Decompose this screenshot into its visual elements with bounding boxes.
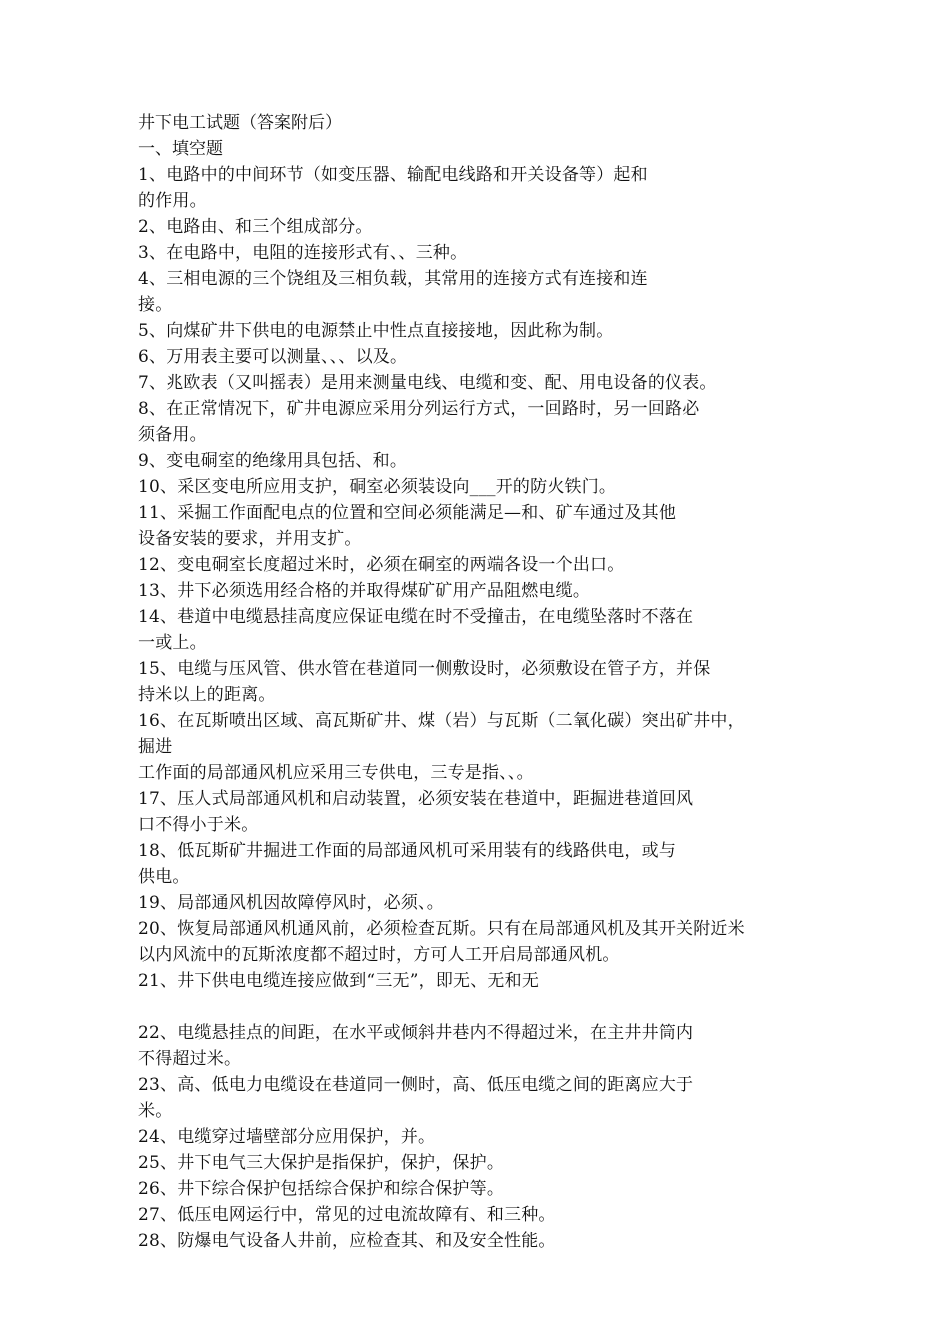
question-line: 7、兆欧表（又叫摇表）是用来测量电线、电缆和变、配、用电设备的仪表。 — [138, 373, 717, 393]
document-title: 井下电工试题（答案附后） — [138, 113, 342, 133]
question-line: 接。 — [138, 295, 173, 315]
question-line: 须备用。 — [138, 425, 207, 445]
question-line: 19、局部通风机因故障停风时，必须、。 — [138, 893, 444, 913]
question-line: 12、变电硐室长度超过米时，必须在硐室的两端各设一个出口。 — [138, 555, 625, 575]
question-line: 13、井下必须选用经合格的并取得煤矿矿用产品阻燃电缆。 — [138, 581, 591, 601]
question-line: 掘进 — [138, 737, 173, 757]
question-line: 2、电路由、和三个组成部分。 — [138, 217, 373, 237]
question-line: 22、电缆悬挂点的间距，在水平或倾斜井巷内不得超过米，在主井井筒内 — [138, 1023, 694, 1043]
question-line: 9、变电硐室的绝缘用具包括、和。 — [138, 451, 408, 471]
question-line: 25、井下电气三大保护是指保护，保护，保护。 — [138, 1153, 505, 1173]
question-line: 3、在电路中，电阻的连接形式有、、三种。 — [138, 243, 468, 263]
blank-line — [138, 994, 838, 1020]
question-line: 以内风流中的瓦斯浓度都不超过时，方可人工开启局部通风机。 — [138, 945, 620, 965]
question-line: 16、在瓦斯喷出区域、高瓦斯矿井、煤（岩）与瓦斯（二氧化碳）突出矿井中， — [138, 711, 745, 731]
question-line: 28、防爆电气设备人井前，应检查其、和及安全性能。 — [138, 1231, 556, 1251]
question-line: 5、向煤矿井下供电的电源禁止中性点直接接地，因此称为制。 — [138, 321, 614, 341]
question-line: 21、井下供电电缆连接应做到“三无”，即无、无和无 — [138, 971, 540, 991]
question-line: 15、电缆与压风管、供水管在巷道同一侧敷设时，必须敷设在管子方，并保 — [138, 659, 711, 679]
question-line: 一或上。 — [138, 633, 207, 653]
question-line: 20、恢复局部通风机通风前，必须检查瓦斯。只有在局部通风机及其开关附近米 — [138, 919, 745, 939]
question-line: 4、三相电源的三个饶组及三相负载，其常用的连接方式有连接和连 — [138, 269, 648, 289]
question-line: 米。 — [138, 1101, 173, 1121]
question-line: 26、井下综合保护包括综合保护和综合保护等。 — [138, 1179, 505, 1199]
question-line: 14、巷道中电缆悬挂高度应保证电缆在时不受撞击，在电缆坠落时不落在 — [138, 607, 694, 627]
question-line: 不得超过米。 — [138, 1049, 242, 1069]
question-line: 11、采掘工作面配电点的位置和空间必须能满足—和、矿车通过及其他 — [138, 503, 677, 523]
question-line: 6、万用表主要可以测量、、、以及。 — [138, 347, 408, 367]
question-line: 设备安装的要求，并用支扩。 — [138, 529, 362, 549]
question-line: 17、压人式局部通风机和启动装置，必须安装在巷道中，距掘进巷道回风 — [138, 789, 694, 809]
question-line: 口不得小于米。 — [138, 815, 259, 835]
question-line: 持米以上的距离。 — [138, 685, 276, 705]
section-heading: 一、填空题 — [138, 139, 223, 159]
question-line: 1、电路中的中间环节（如变压器、输配电线路和开关设备等）起和 — [138, 165, 648, 185]
question-line: 24、电缆穿过墙壁部分应用保护，并。 — [138, 1127, 436, 1147]
question-list — [138, 162, 838, 1254]
question-line: 23、高、低电力电缆设在巷道同一侧时，高、低压电缆之间的距离应大于 — [138, 1075, 694, 1095]
question-line: 8、在正常情况下，矿井电源应采用分列运行方式，一回路时，另一回路必 — [138, 399, 700, 419]
document-body — [138, 110, 838, 1254]
question-line: 的作用。 — [138, 191, 207, 211]
question-line: 10、采区变电所应用支护，硐室必须装设向___开的防火铁门。 — [138, 477, 617, 497]
question-line: 27、低压电网运行中，常见的过电流故障有、和三种。 — [138, 1205, 556, 1225]
question-line: 18、低瓦斯矿井掘进工作面的局部通风机可采用装有的线路供电，或与 — [138, 841, 677, 861]
question-line: 工作面的局部通风机应采用三专供电，三专是指、、。 — [138, 763, 534, 783]
question-line: 供电。 — [138, 867, 190, 887]
